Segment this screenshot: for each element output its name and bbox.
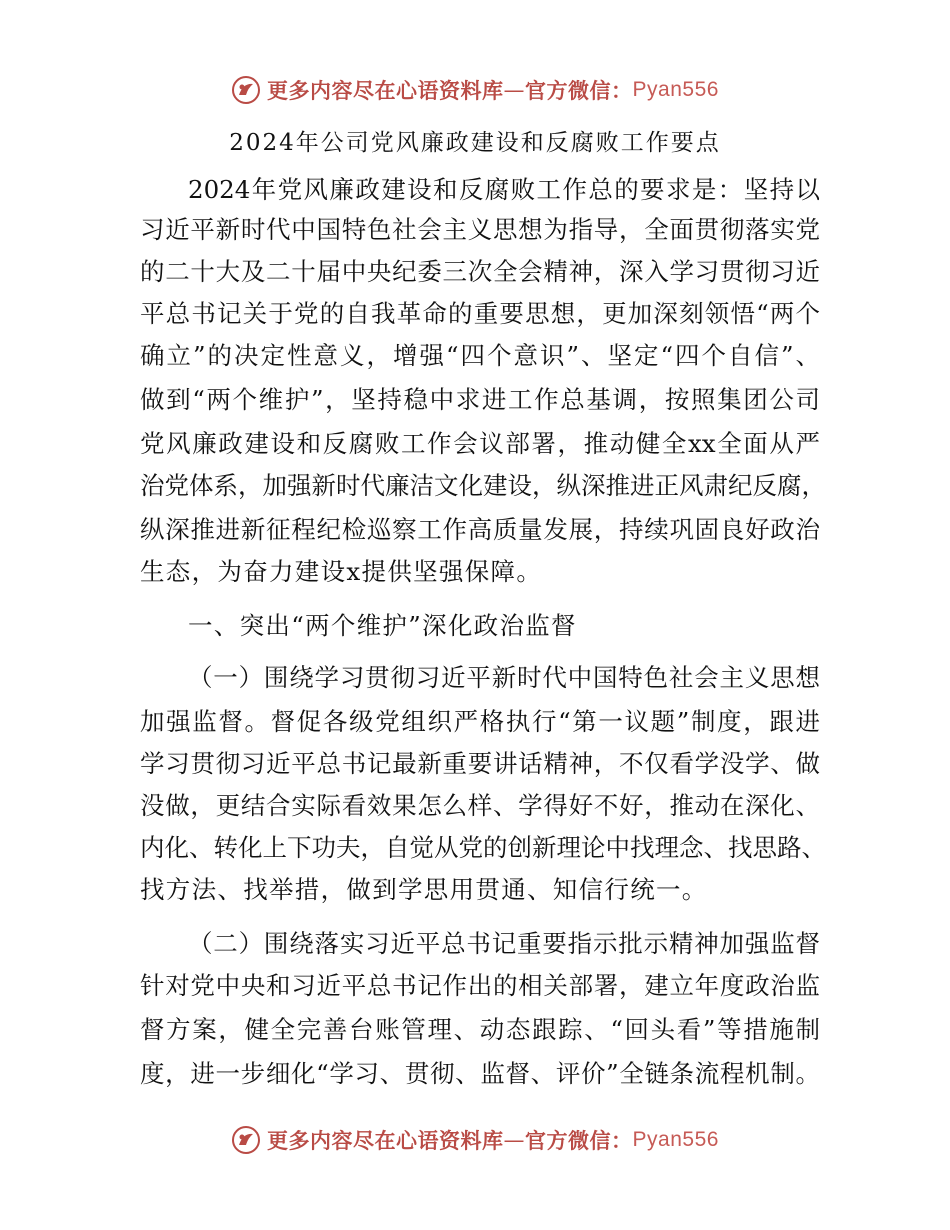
paragraph-line: 2024年党风廉政建设和反腐败工作总的要求是：坚持以 bbox=[188, 175, 820, 204]
paragraph-line: 党风廉政建设和反腐败工作会议部署，推动健全xx全面从严 bbox=[140, 429, 820, 458]
paragraph-line: 纵深推进新征程纪检巡察工作高质量发展，持续巩固良好政治 bbox=[140, 515, 820, 544]
banner-wechat-id: Pyan556 bbox=[632, 78, 719, 101]
paragraph-line: 督方案，健全完善台账管理、动态跟踪、“回头看”等措施制 bbox=[140, 1015, 820, 1044]
paragraph-line: 找方法、找举措，做到学思用贯通、知信行统一。 bbox=[140, 875, 708, 904]
paragraph-line: 习近平新时代中国特色社会主义思想为指导，全面贯彻落实党 bbox=[140, 215, 820, 244]
paragraph-line: 做到“两个维护”，坚持稳中求进工作总基调，按照集团公司 bbox=[140, 385, 820, 414]
paragraph-line: 度，进一步细化“学习、贯彻、监督、评价”全链条流程机制。 bbox=[140, 1059, 820, 1088]
paragraph-line: 内化、转化上下功夫，自觉从党的创新理论中找理念、找思路、 bbox=[140, 833, 826, 862]
paragraph-line: 平总书记关于党的自我革命的重要思想，更加深刻领悟“两个 bbox=[140, 299, 820, 328]
banner-wechat-label: 官方微信： bbox=[525, 79, 633, 103]
paragraph-line: 的二十大及二十届中央纪委三次全会精神，深入学习贯彻习近 bbox=[140, 257, 820, 286]
banner-wechat-id: Pyan556 bbox=[632, 1128, 719, 1151]
paragraph-line: 生态，为奋力建设x提供坚强保障。 bbox=[140, 557, 543, 586]
paragraph-line: 治党体系，加强新时代廉洁文化建设，纵深推进正风肃纪反腐， bbox=[140, 471, 826, 500]
library-logo-icon bbox=[231, 1125, 261, 1155]
paragraph-line: 没做，更结合实际看效果怎么样、学得好不好，推动在深化、 bbox=[140, 791, 820, 820]
paragraph-line: （一）围绕学习贯彻习近平新时代中国特色社会主义思想 bbox=[188, 663, 820, 692]
section-heading: 一、突出“两个维护”深化政治监督 bbox=[188, 611, 577, 640]
document-title: 2024年公司党风廉政建设和反腐败工作要点 bbox=[229, 130, 721, 156]
subsection-heading: （二）围绕落实习近平总书记重要指示批示精神加强监督 bbox=[188, 929, 820, 958]
footer-watermark-banner bbox=[0, 1120, 950, 1160]
banner-text: 更多内容尽在心语资料库 bbox=[267, 1129, 504, 1153]
banner-wechat-label: 官方微信： bbox=[525, 1129, 633, 1153]
banner-dash: — bbox=[503, 78, 526, 102]
header-watermark-banner bbox=[0, 70, 950, 110]
paragraph-line: 加强监督。督促各级党组织严格执行“第一议题”制度，跟进 bbox=[140, 707, 820, 736]
banner-text: 更多内容尽在心语资料库 bbox=[267, 79, 504, 103]
paragraph-line: 针对党中央和习近平总书记作出的相关部署，建立年度政治监 bbox=[140, 971, 820, 1000]
paragraph-line: 确立”的决定性意义，增强“四个意识”、坚定“四个自信”、 bbox=[140, 341, 820, 370]
paragraph-line: 学习贯彻习近平总书记最新重要讲话精神，不仅看学没学、做 bbox=[140, 749, 820, 778]
library-logo-icon bbox=[231, 75, 261, 105]
banner-dash: — bbox=[503, 1128, 526, 1152]
